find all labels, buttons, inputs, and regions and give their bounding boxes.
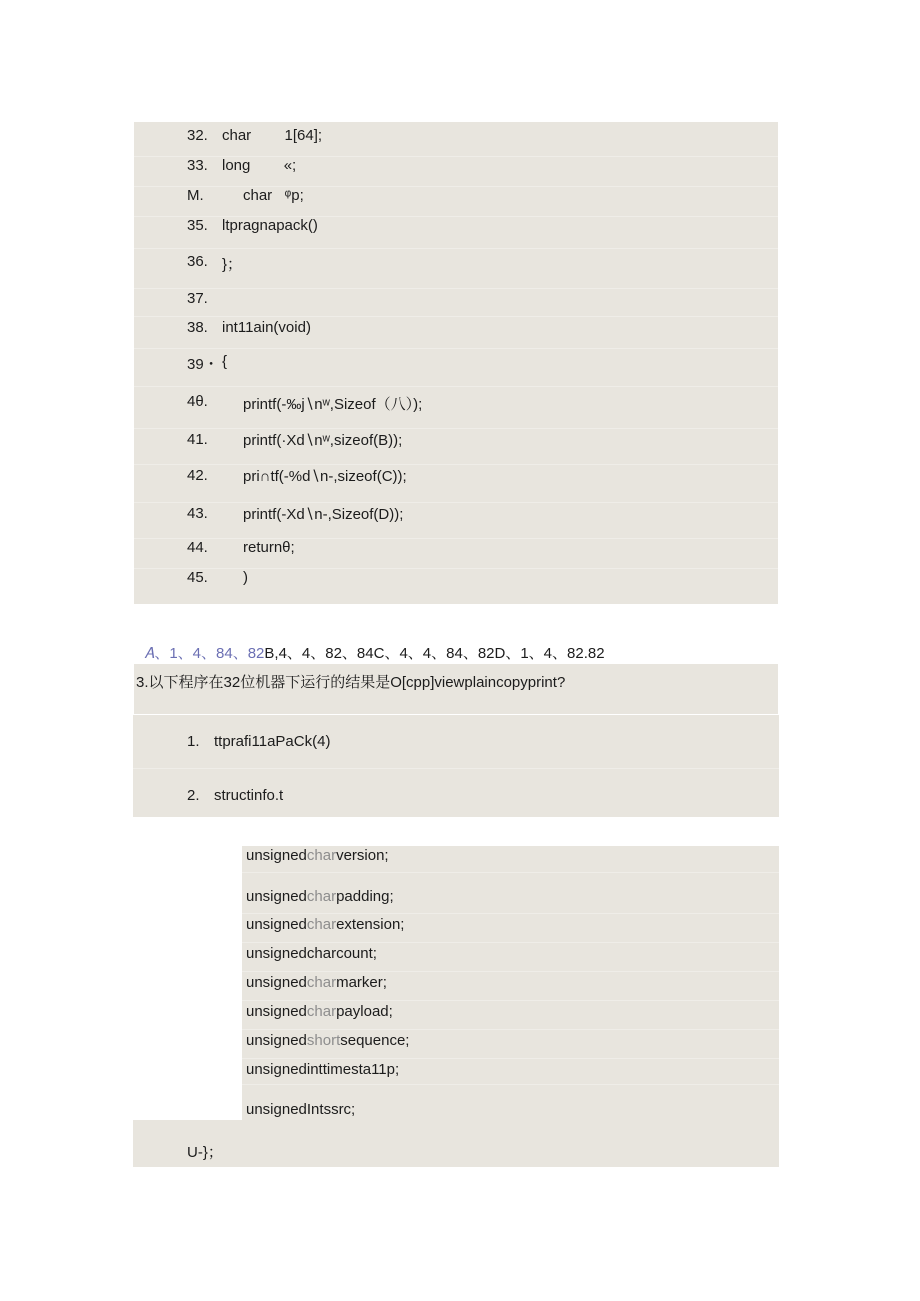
- code-line: [134, 464, 778, 503]
- line-number: 36.: [187, 253, 208, 270]
- question-3-code: [133, 715, 779, 817]
- code-line: [134, 428, 778, 465]
- field-prefix: unsigned: [246, 974, 307, 991]
- answer-options: [136, 625, 605, 663]
- closing-block: [133, 1120, 779, 1167]
- line-code: printf(-‰j∖nʷ,Sizeof（八）);: [243, 396, 423, 413]
- line-number: M.: [187, 187, 204, 204]
- line-number: 33.: [187, 157, 208, 174]
- struct-field: [242, 1059, 779, 1085]
- field-prefix: unsigned: [246, 1032, 307, 1049]
- question-3-title: 3.以下程序在32位机器下运行的结果是O[cpp]viewplaincopyprint?: [136, 674, 566, 691]
- line-number: 4θ.: [187, 393, 208, 410]
- line-code: char ᵠp;: [243, 187, 304, 204]
- code-line: [134, 288, 778, 317]
- line-code: ): [243, 569, 248, 586]
- field-name: version;: [336, 847, 389, 864]
- field-type: char: [306, 974, 337, 991]
- field-type: char: [306, 847, 337, 864]
- field-type: char: [306, 888, 337, 905]
- struct-field: [242, 1030, 779, 1059]
- options-b-c-d: B,4、4、82、84C、4、4、84、82D、1、4、82.82: [264, 645, 605, 662]
- field-name: padding;: [336, 888, 394, 905]
- field-name: extension;: [336, 916, 405, 933]
- line-code: pri∩tf(-%d∖n-,sizeof(C));: [243, 468, 407, 485]
- code-block-1: [134, 122, 778, 604]
- line-number: 38.: [187, 319, 208, 336]
- code-line: [134, 156, 778, 187]
- code-line: [134, 186, 778, 217]
- line-number: 44.: [187, 539, 208, 556]
- struct-field: [242, 972, 779, 1001]
- option-a: 𝐴、1、4、84、82: [144, 645, 265, 662]
- field-prefix: unsignedcharcount;: [246, 945, 377, 962]
- line-number: 35.: [187, 217, 208, 234]
- line-code: }；: [222, 256, 243, 273]
- struct-field: [242, 943, 779, 972]
- code-line: [134, 568, 778, 604]
- struct-field: [242, 914, 779, 943]
- code-line: [134, 502, 778, 539]
- code-line: [134, 348, 778, 387]
- code-line: [134, 538, 778, 569]
- line-number: 37.: [187, 290, 208, 307]
- field-prefix: unsigned: [246, 916, 307, 933]
- line-number: 39・: [187, 356, 219, 373]
- field-name: payload;: [336, 1003, 393, 1020]
- code-line: [134, 386, 778, 429]
- line-code: {: [222, 353, 228, 370]
- line-code: printf(-Xd∖n-,Sizeof(D));: [243, 506, 404, 523]
- code-line: [133, 769, 779, 817]
- line-number: 32.: [187, 127, 208, 144]
- field-prefix: unsigned: [246, 888, 307, 905]
- field-prefix: unsignedinttimesta11p;: [246, 1061, 400, 1078]
- line-number: 2.: [187, 787, 200, 804]
- field-type: char: [306, 916, 337, 933]
- field-type: char: [306, 1003, 337, 1020]
- line-number: 42.: [187, 467, 208, 484]
- line-code: returnθ;: [243, 539, 295, 556]
- code-line: [134, 316, 778, 349]
- line-number: 43.: [187, 505, 208, 522]
- code-line: [133, 715, 779, 769]
- field-prefix: unsigned: [246, 1003, 307, 1020]
- line-number: 45.: [187, 569, 208, 586]
- struct-field: [242, 846, 779, 873]
- closing-line: U-}；: [187, 1144, 223, 1161]
- code-line: [134, 216, 778, 249]
- line-code: printf(·Xd∖nʷ,sizeof(B));: [243, 432, 403, 449]
- code-line: [134, 248, 778, 289]
- line-code: int11ain(void): [222, 319, 311, 336]
- line-number: 1.: [187, 733, 200, 750]
- line-code: ltpragnapack(): [222, 217, 318, 234]
- field-name: marker;: [336, 974, 387, 991]
- struct-field: [242, 873, 779, 914]
- line-code: char 1[64];: [222, 127, 323, 144]
- question-3-header: [134, 664, 778, 714]
- field-prefix: unsignedIntssrc;: [246, 1101, 356, 1118]
- line-code: ttprafi11aPaCk(4): [214, 733, 331, 750]
- line-code: long «;: [222, 157, 297, 174]
- struct-field: [242, 1085, 779, 1120]
- struct-fields-block: [242, 846, 779, 1120]
- field-type: short: [306, 1032, 341, 1049]
- code-line: [134, 122, 778, 157]
- field-prefix: unsigned: [246, 847, 307, 864]
- field-name: sequence;: [340, 1032, 410, 1049]
- line-code: structinfo.t: [214, 787, 284, 804]
- line-number: 41.: [187, 431, 208, 448]
- struct-field: [242, 1001, 779, 1030]
